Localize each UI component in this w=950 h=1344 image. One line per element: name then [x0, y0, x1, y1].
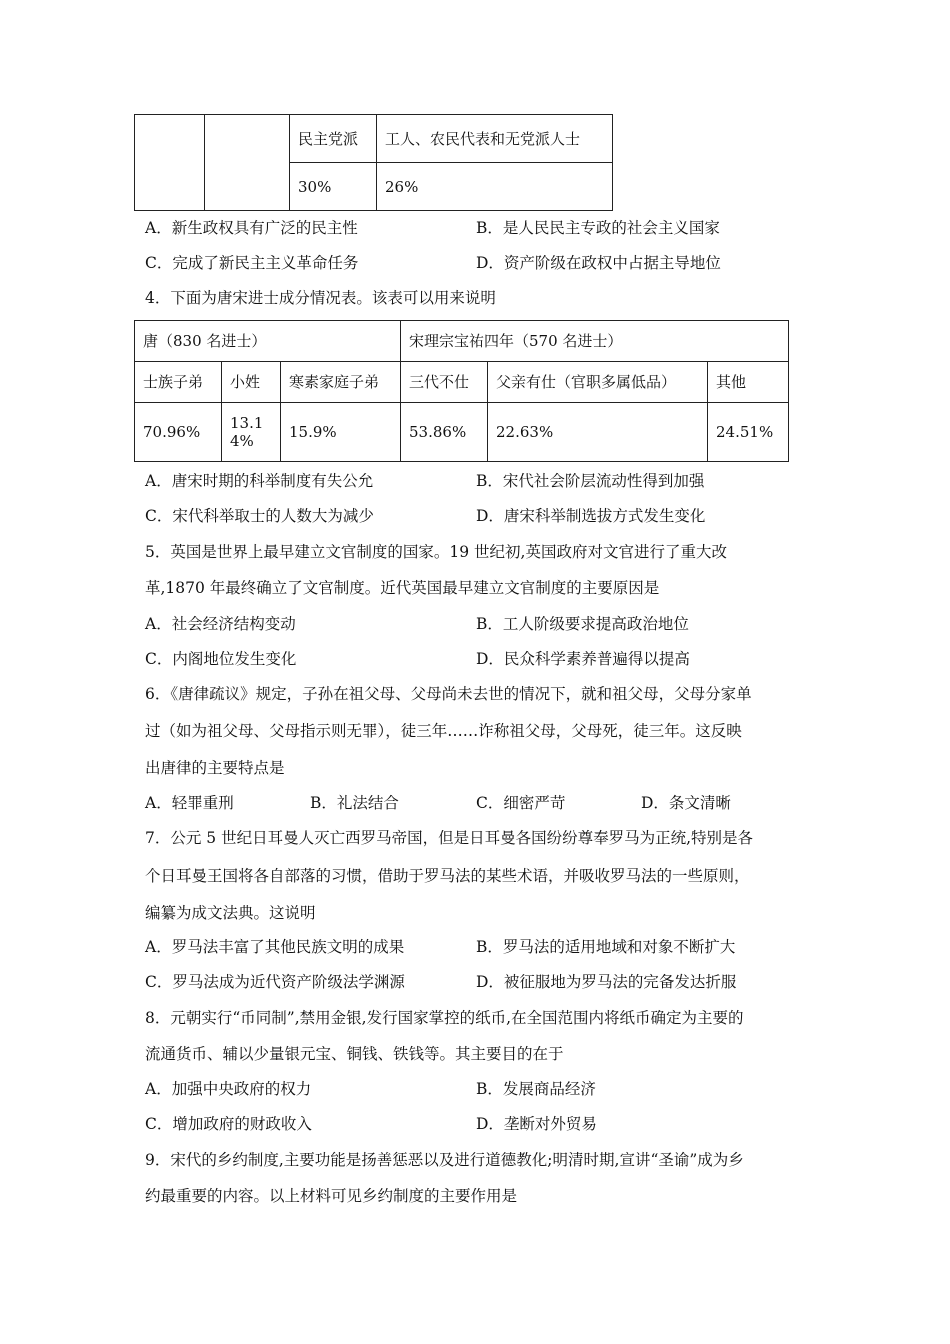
table-value-cell: 53.86% [401, 403, 488, 462]
q8-stem-line1: 8．元朝实行“币同制”,禁用金银,发行国家掌控的纸币,在全国范围内将纸币确定为主要的 [145, 1009, 744, 1027]
q5-option-a[interactable]: A．社会经济结构变动 [145, 615, 296, 633]
q4-stem: 4．下面为唐宋进士成分情况表。该表可以用来说明 [145, 289, 496, 307]
q6-option-c[interactable]: C．细密严苛 [476, 794, 566, 812]
table-value-cell: 26% [377, 163, 613, 211]
q5-option-b[interactable]: B．工人阶级要求提高政治地位 [476, 615, 689, 633]
table-group-header-tang: 唐（830 名进士） [135, 321, 401, 362]
q7-option-b[interactable]: B．罗马法的适用地域和对象不断扩大 [476, 938, 736, 956]
table-header-cell: 士族子弟 [135, 362, 222, 403]
table-value-cell: 13.14% [222, 403, 281, 462]
q8-option-b[interactable]: B．发展商品经济 [476, 1080, 596, 1098]
q5-option-c[interactable]: C．内阁地位发生变化 [145, 650, 297, 668]
q8-stem-line2: 流通货币、辅以少量银元宝、铜钱、铁钱等。其主要目的在于 [145, 1045, 564, 1063]
q8-option-d[interactable]: D．垄断对外贸易 [476, 1115, 597, 1133]
q7-option-c[interactable]: C．罗马法成为近代资产阶级法学渊源 [145, 973, 405, 991]
q4-option-b[interactable]: B．宋代社会阶层流动性得到加强 [476, 472, 705, 490]
q7-stem-line3: 编纂为成文法典。这说明 [145, 904, 316, 922]
table-value-cell: 15.9% [281, 403, 401, 462]
table-value-cell: 70.96% [135, 403, 222, 462]
table-header-cell: 三代不仕 [401, 362, 488, 403]
table-header-cell: 其他 [708, 362, 789, 403]
table-header-cell: 工人、农民代表和无党派人士 [377, 115, 613, 163]
jinshi-composition-table [134, 320, 789, 462]
q4-option-c[interactable]: C．宋代科举取士的人数大为减少 [145, 507, 374, 525]
political-composition-table [134, 114, 613, 211]
q7-stem-line1: 7．公元 5 世纪日耳曼人灭亡西罗马帝国，但是日耳曼各国纷纷尊奉罗马为正统,特别是各 [145, 829, 754, 847]
q3-option-d[interactable]: D．资产阶级在政权中占据主导地位 [476, 254, 721, 272]
q4-option-a[interactable]: A．唐宋时期的科举制度有失公允 [145, 472, 374, 490]
table-cell-empty [135, 115, 205, 211]
q6-option-a[interactable]: A．轻罪重刑 [145, 794, 234, 812]
table-header-cell: 寒素家庭子弟 [281, 362, 401, 403]
table-header-cell: 父亲有仕（官职多属低品） [488, 362, 708, 403]
table-cell-empty [205, 115, 290, 211]
q6-option-b[interactable]: B．礼法结合 [310, 794, 399, 812]
q7-option-a[interactable]: A．罗马法丰富了其他民族文明的成果 [145, 938, 405, 956]
table-group-header-song: 宋理宗宝祐四年（570 名进士） [401, 321, 789, 362]
q9-stem-line2: 约最重要的内容。以上材料可见乡约制度的主要作用是 [145, 1187, 518, 1205]
q5-stem-line2: 革,1870 年最终确立了文官制度。近代英国最早建立文官制度的主要原因是 [145, 579, 660, 597]
q4-option-d[interactable]: D．唐宋科举制选拔方式发生变化 [476, 507, 706, 525]
table-value-cell: 30% [290, 163, 377, 211]
q3-option-c[interactable]: C．完成了新民主主义革命任务 [145, 254, 359, 272]
q5-option-d[interactable]: D．民众科学素养普遍得以提高 [476, 650, 690, 668]
table-header-cell: 民主党派 [290, 115, 377, 163]
q5-stem-line1: 5．英国是世界上最早建立文官制度的国家。19 世纪初,英国政府对文官进行了重大改 [145, 543, 727, 561]
q6-stem-line3: 出唐律的主要特点是 [145, 759, 285, 777]
q3-option-a[interactable]: A．新生政权具有广泛的民主性 [145, 219, 358, 237]
q9-stem-line1: 9．宋代的乡约制度,主要功能是扬善惩恶以及进行道德教化;明清时期,宣讲“圣谕”成为乡 [145, 1151, 744, 1169]
q3-option-b[interactable]: B．是人民民主专政的社会主义国家 [476, 219, 720, 237]
q8-option-a[interactable]: A．加强中央政府的权力 [145, 1080, 312, 1098]
q6-stem-line2: 过（如为祖父母、父母指示则无罪），徒三年……诈称祖父母，父母死，徒三年。这反映 [145, 722, 742, 740]
q7-stem-line2: 个日耳曼王国将各自部落的习惯，借助于罗马法的某些术语，并吸收罗马法的一些原则， [145, 867, 750, 885]
q6-option-d[interactable]: D．条文清晰 [641, 794, 731, 812]
table-value-cell: 22.63% [488, 403, 708, 462]
q7-option-d[interactable]: D．被征服地为罗马法的完备发达折服 [476, 973, 737, 991]
table-header-cell: 小姓 [222, 362, 281, 403]
q8-option-c[interactable]: C．增加政府的财政收入 [145, 1115, 312, 1133]
table-value-cell: 24.51% [708, 403, 789, 462]
q6-stem-line1: 6．《唐律疏议》规定，子孙在祖父母、父母尚未去世的情况下，就和祖父母，父母分家单 [145, 685, 752, 703]
